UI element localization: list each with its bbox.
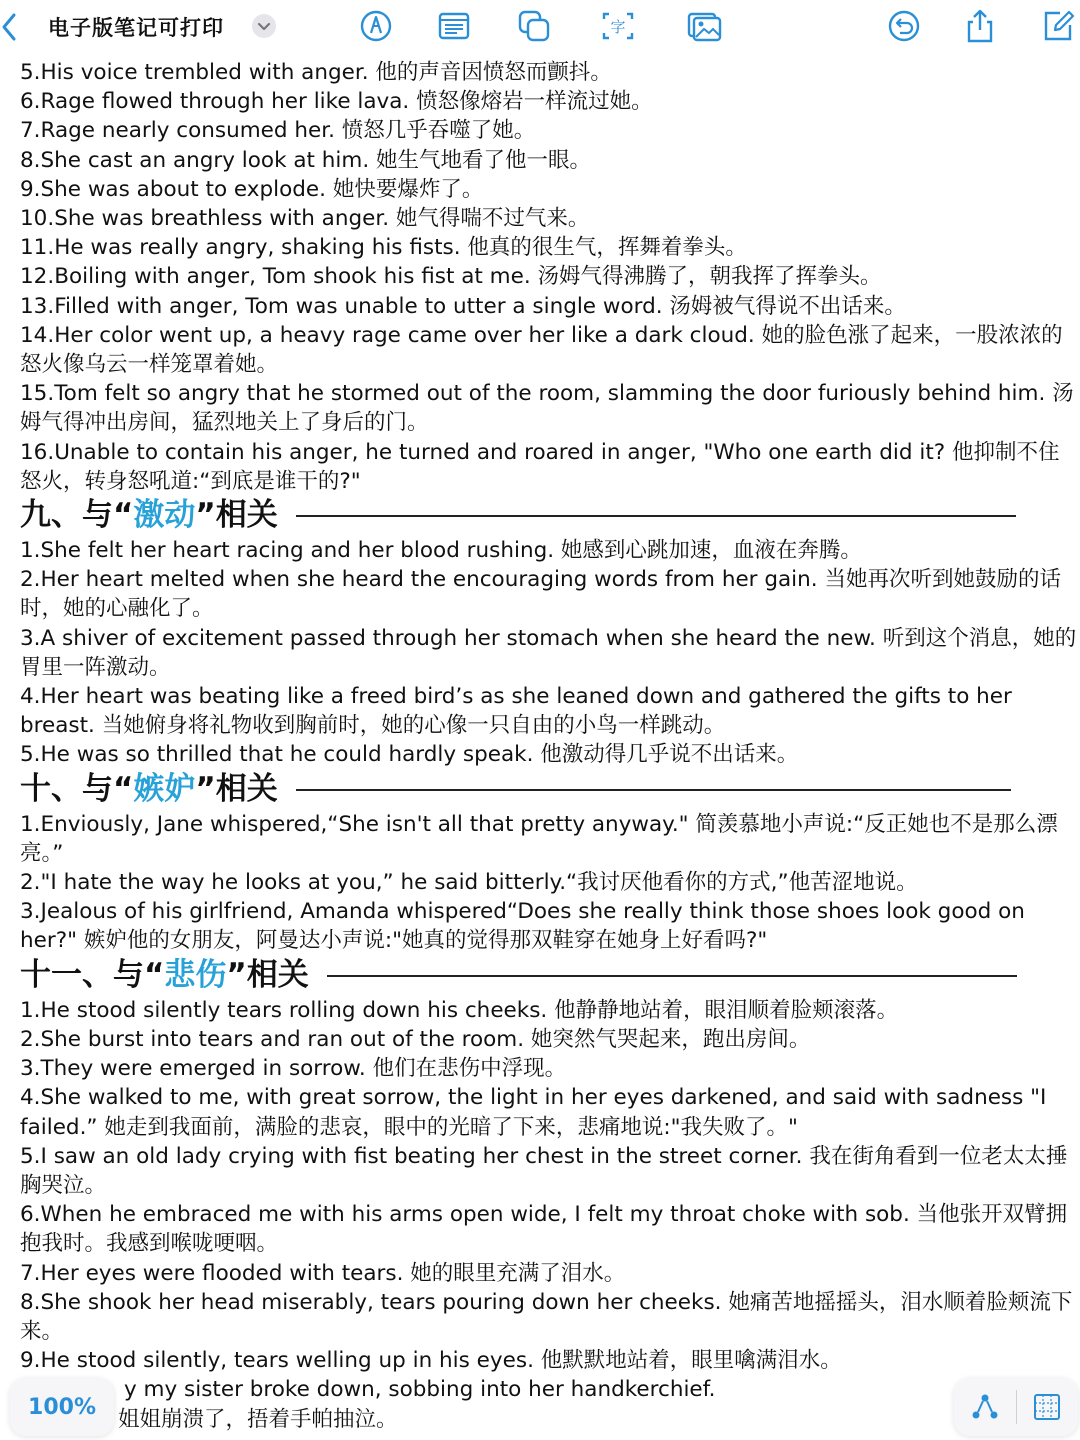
share-nodes-button[interactable] [970, 1392, 1000, 1422]
heading-suffix: ”相关 [195, 771, 278, 808]
heading-prefix: 十、与“ [20, 771, 134, 808]
svg-text:字: 字 [610, 18, 626, 36]
text-recognition-icon [600, 8, 636, 44]
heading-prefix: 九、与“ [20, 497, 134, 534]
text-line: 7.Rage nearly consumed her. 愤怒几乎吞噬了她。 [20, 118, 536, 144]
text-line: 2.Her heart melted when she heard the encouraging words from her gain. 当她再次听到她鼓励的话时，她的心融化了。 [20, 567, 1061, 622]
pen-tool-button[interactable] [358, 8, 394, 44]
top-toolbar [0, 0, 1080, 56]
controls-divider [1016, 1390, 1017, 1424]
copy-button[interactable] [516, 8, 552, 44]
text-line: 16.Unable to contain his anger, he turned and roared in anger, "Who one earth did it? 他抑制不住怒火，转身怒吼道:“到底是谁干的?" [20, 439, 1060, 494]
text-line: 9.He stood silently, tears welling up in his eyes. 他默默地站着，眼里噙满泪水。 [20, 1348, 842, 1374]
image-icon [686, 8, 722, 44]
copy-icon [516, 8, 552, 44]
text-line: 6.Rage flowed through her like lava. 愤怒像熔岩一样流过她。 [20, 89, 653, 115]
text-line: 3.They were emerged in sorrow. 他们在悲伤中浮现。 [20, 1056, 567, 1082]
grid-view-button[interactable] [1032, 1392, 1062, 1422]
heading-keyword: 激动 [133, 497, 196, 534]
zoom-level-label: 100% [28, 1394, 96, 1420]
back-chevron-icon [0, 10, 22, 44]
note-content [20, 58, 1080, 1434]
zoom-level-button[interactable] [10, 1378, 114, 1436]
text-line: 11.He was really angry, shaking his fists. 他真的很生气，挥舞着拳头。 [20, 235, 747, 261]
section-heading-sadness [20, 956, 1080, 996]
text-line: 10.She was breathless with anger. 她气得喘不过气来。 [20, 206, 590, 232]
text-recognition-button[interactable] [600, 8, 636, 44]
text-line: 3.A shiver of excitement passed through her stomach when she heard the new. 听到这个消息，她的胃里一阵激动。 [20, 625, 1077, 680]
text-line: 1.She felt her heart racing and her blood rushing. 她感到心跳加速，血液在奔腾。 [20, 538, 862, 564]
heading-keyword: 嫉妒 [133, 771, 196, 808]
text-line: 7.Her eyes were flooded with tears. 她的眼里充满了泪水。 [20, 1260, 626, 1286]
text-line: 4.She walked to me, with great sorrow, the light in her eyes darkened, and said with sadness "I failed.” 她走到我面前，满脸的悲哀，眼中的光暗了下来，悲痛地说:"我失败了。" [20, 1085, 1047, 1140]
share-icon [962, 8, 998, 44]
heading-suffix: ”相关 [195, 497, 278, 534]
heading-suffix: ”相关 [226, 957, 309, 994]
text-line: 5.He was so thrilled that he could hardly speak. 他激动得几乎说不出话来。 [20, 742, 799, 768]
grid-view-icon [1032, 1392, 1062, 1422]
document-title[interactable]: 电子版笔记可打印 [48, 16, 224, 40]
text-line: 14.Her color went up, a heavy rage came over her like a dark cloud. 她的脸色涨了起来，一股浓浓的怒火像乌云一样笼罩着她。 [20, 322, 1063, 378]
section-heading-excitement [20, 496, 1080, 536]
undo-button[interactable] [886, 8, 922, 44]
bottom-right-controls [954, 1378, 1078, 1436]
heading-prefix: 十一、与“ [20, 957, 165, 994]
note-icon [436, 8, 472, 44]
text-line: 15.Tom felt so angry that he stormed out of the room, slamming the door furiously behind him. 汤姆气得冲出房间，猛烈地关上了身后的门。 [20, 381, 1074, 436]
text-line: 5.I saw an old lady crying with fist beating her chest in the street corner. 我在街角看到一位老太太捶胸哭泣。 [20, 1143, 1068, 1198]
edit-button[interactable] [1040, 8, 1076, 44]
text-line: 4.Her heart was beating like a freed bird’s as she leaned down and gathered the gifts to her breast. 当她俯身将礼物收到胸前时，她的心像一只自由的小鸟一样跳动。 [20, 684, 1012, 739]
undo-icon [886, 8, 922, 44]
section-heading-jealousy [20, 770, 1080, 810]
text-line: 8.She shook her head miserably, tears pouring down her cheeks. 她痛苦地摇摇头，泪水顺着脸颊流下来。 [20, 1289, 1073, 1344]
share-button[interactable] [962, 8, 998, 44]
pen-icon [358, 8, 394, 44]
back-button[interactable] [0, 10, 22, 44]
share-nodes-icon [970, 1392, 1000, 1422]
text-line: 1.Enviously, Jane whispered,“She isn't all that pretty anyway." 简羡慕地小声说:“反正她也不是那么漂亮。” [20, 811, 1058, 866]
text-line: 9.She was about to explode. 她快要爆炸了。 [20, 176, 484, 202]
text-line: 姐姐崩溃了，捂着手帕抽泣。 [118, 1406, 398, 1432]
title-dropdown-button[interactable] [252, 14, 276, 38]
edit-icon [1040, 8, 1076, 44]
text-line: 2."I hate the way he looks at you,” he said bitterly.“我讨厌他看你的方式,”他苦涩地说。 [20, 870, 918, 896]
text-line: 1.He stood silently tears rolling down his cheeks. 他静静地站着，眼泪顺着脸颊滚落。 [20, 997, 899, 1023]
text-line: y my sister broke down, sobbing into her handkerchief. [124, 1377, 716, 1403]
heading-divider [296, 789, 1011, 791]
text-line: 13.Filled with anger, Tom was unable to utter a single word. 汤姆被气得说不出话来。 [20, 293, 906, 319]
heading-keyword: 悲伤 [164, 957, 227, 994]
image-button[interactable] [686, 8, 722, 44]
text-line: 5.His voice trembled with anger. 他的声音因愤怒而颤抖。 [20, 60, 612, 85]
heading-divider [327, 975, 1017, 977]
text-line: 2.She burst into tears and ran out of the room. 她突然气哭起来，跑出房间。 [20, 1026, 811, 1052]
note-button[interactable] [436, 8, 472, 44]
text-line: 3.Jealous of his girlfriend, Amanda whispered“Does she really think those shoes look good on her?" 嫉妒他的女朋友，阿曼达小声说:"她真的觉得那双鞋穿在她身上好看吗?" [20, 899, 1025, 954]
text-line: 6.When he embraced me with his arms open wide, I felt my throat choke with sob. 当他张开双臂拥抱我时。我感到喉咙哽咽。 [20, 1202, 1068, 1257]
text-line: 12.Boiling with anger, Tom shook his fist at me. 汤姆气得沸腾了，朝我挥了挥拳头。 [20, 264, 882, 290]
heading-divider [296, 515, 1016, 517]
title-dropdown-icon [252, 14, 276, 38]
text-line: 8.She cast an angry look at him. 她生气地看了他一眼。 [20, 147, 592, 173]
